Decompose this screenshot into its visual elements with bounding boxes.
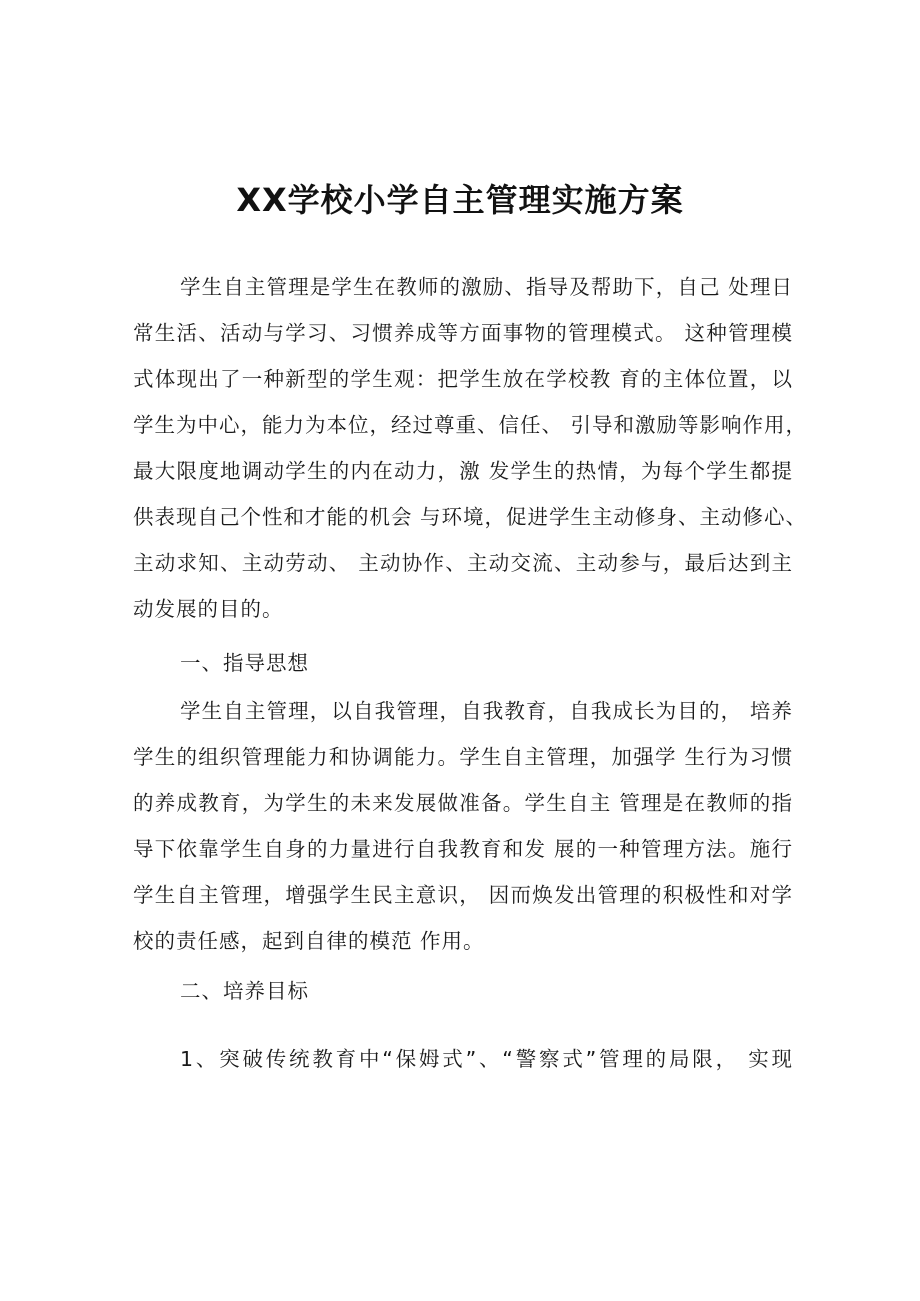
section2-item-1: 1、突破传统教育中“保姆式”、“警察式”管理的局限， 实现 xyxy=(180,1047,793,1071)
section1-line: 导下依靠学生自身的力量进行自我教育和发 展的一种管理方法。施行 xyxy=(133,837,793,861)
section-heading-training-goals: 二、培养目标 xyxy=(180,979,309,1003)
section1-line: 的养成教育，为学生的未来发展做准备。学生自主 管理是在教师的指 xyxy=(133,791,793,815)
section1-line: 校的责任感，起到自律的模范 作用。 xyxy=(133,929,485,953)
intro-line: 动发展的目的。 xyxy=(133,597,284,621)
section1-line: 学生自主管理，以自我管理，自我教育，自我成长为目的， 培养 xyxy=(180,699,793,723)
intro-line: 学生为中心，能力为本位，经过尊重、信任、 引导和激励等影响作用， xyxy=(133,413,808,437)
document-title: XX学校小学自主管理实施方案 xyxy=(236,181,684,219)
section-heading-guiding-ideology: 一、指导思想 xyxy=(180,651,309,675)
intro-line: 式体现出了一种新型的学生观：把学生放在学校教 育的主体位置，以 xyxy=(133,367,793,391)
intro-line: 供表现自己个性和才能的机会 与环境，促进学生主动修身、主动修心、 xyxy=(133,505,808,529)
section1-line: 学生自主管理，增强学生民主意识， 因而焕发出管理的积极性和对学 xyxy=(133,883,793,907)
section1-line: 学生的组织管理能力和协调能力。学生自主管理，加强学 生行为习惯 xyxy=(133,745,793,769)
intro-line: 学生自主管理是学生在教师的激励、指导及帮助下，自己 处理日 xyxy=(180,275,793,299)
intro-line: 常生活、活动与学习、习惯养成等方面事物的管理模式。 这种管理模 xyxy=(133,321,793,345)
intro-line: 主动求知、主动劳动、 主动协作、主动交流、主动参与，最后达到主 xyxy=(133,551,793,575)
intro-line: 最大限度地调动学生的内在动力，激 发学生的热情，为每个学生都提 xyxy=(133,459,793,483)
